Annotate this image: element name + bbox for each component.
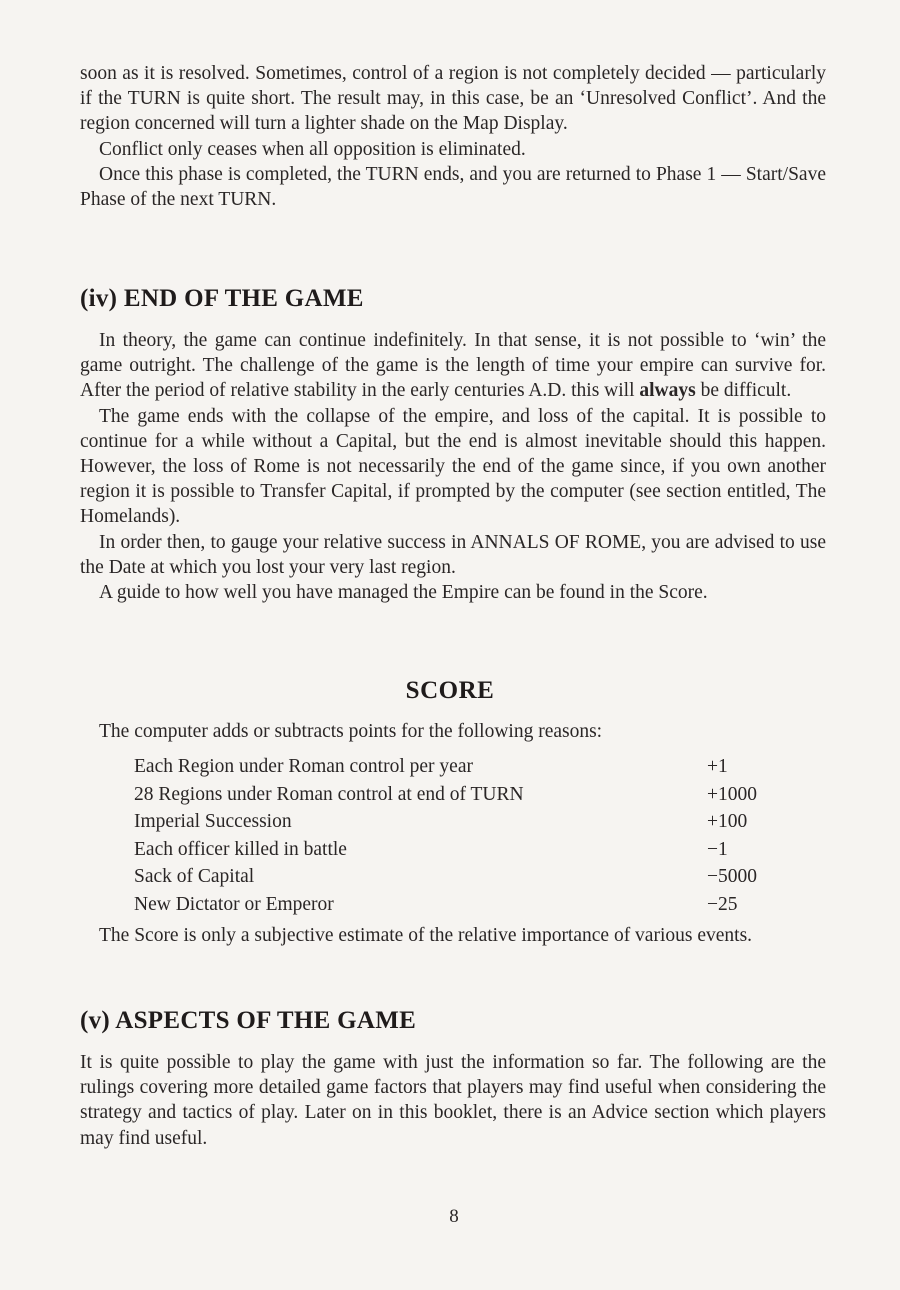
- intro-paragraph-1: soon as it is resolved. Sometimes, control of a region is not completely decided — particularly if the TURN is quite short. The result may, in this case, be an ‘Unresolved Conflict’. And the region concerned will turn a lighter shade on the Map Display.: [80, 63, 826, 135]
- score-points: −5000: [707, 866, 757, 887]
- aspects-paragraph-1: It is quite possible to play the game with just the information so far. The following are the rulings covering more detailed game factors that players may find useful when considering the strategy and tactics of play. Later on in this booklet, there is an Advice section which players may find useful.: [80, 1052, 826, 1149]
- score-table: [134, 753, 794, 918]
- score-intro: The computer adds or subtracts points for the following reasons:: [99, 721, 603, 742]
- score-reason: Each Region under Roman control per year: [134, 756, 473, 777]
- end-of-game-heading: (iv) END OF THE GAME: [80, 285, 364, 312]
- end-of-game-paragraph-1: [80, 328, 826, 404]
- intro-text: [80, 61, 826, 212]
- score-reason: New Dictator or Emperor: [134, 893, 334, 915]
- page-number: 8: [449, 1206, 459, 1227]
- end-of-game-paragraph-4: A guide to how well you have managed the Empire can be found in the Score.: [99, 582, 708, 604]
- score-heading: SCORE: [405, 677, 495, 704]
- score-reason: 28 Regions under Roman control at end of TURN: [134, 783, 524, 805]
- score-row: [134, 891, 794, 919]
- score-row: [134, 836, 794, 864]
- score-reason: Imperial Succession: [134, 811, 292, 832]
- emphasis-always: always: [639, 380, 696, 402]
- end-of-game-p1-end: be difficult.: [695, 380, 792, 402]
- score-row: [134, 753, 794, 781]
- score-points: −1: [707, 838, 728, 860]
- score-note-text: [80, 923, 826, 948]
- end-of-game-text: [80, 328, 826, 605]
- intro-paragraph-2: Conflict only ceases when all opposition is eliminated.: [99, 138, 526, 160]
- score-points: +100: [707, 811, 748, 832]
- score-points: +1000: [707, 783, 757, 805]
- score-row: [134, 781, 794, 809]
- aspects-text: [80, 1050, 826, 1151]
- score-row: [134, 863, 794, 891]
- end-of-game-paragraph-3: In order then, to gauge your relative success in ANNALS OF ROME, you are advised to use the Date at which you lost your very last region.: [80, 531, 826, 578]
- score-reason: Each officer killed in battle: [134, 838, 347, 860]
- score-reason: Sack of Capital: [134, 866, 255, 887]
- aspects-heading: (v) ASPECTS OF THE GAME: [80, 1007, 417, 1034]
- score-row: [134, 808, 794, 836]
- end-of-game-p1-start: In theory, the game can continue indefinitely. In that sense, it is not possible to ‘win’ the game outright. The challenge of the game is the length of time your empire can survive for. After the period of relative stability in the early centuries A.D. this will: [80, 330, 826, 402]
- intro-paragraph-3: Once this phase is completed, the TURN ends, and you are returned to Phase 1 — Start/Save Phase of the next TURN.: [80, 163, 826, 211]
- score-note: The Score is only a subjective estimate of the relative importance of various events.: [99, 925, 753, 946]
- score-points: −25: [707, 893, 738, 915]
- end-of-game-paragraph-2: The game ends with the collapse of the empire, and loss of the capital. It is possible to continue for a while without a Capital, but the end is almost inevitable should this happen. However, the loss of Rome is not necessarily the end of the game since, if you own another region it is possible to Transfer Capital, if prompted by the computer (see section entitled, The Homelands).: [80, 405, 826, 528]
- score-points: +1: [707, 756, 728, 777]
